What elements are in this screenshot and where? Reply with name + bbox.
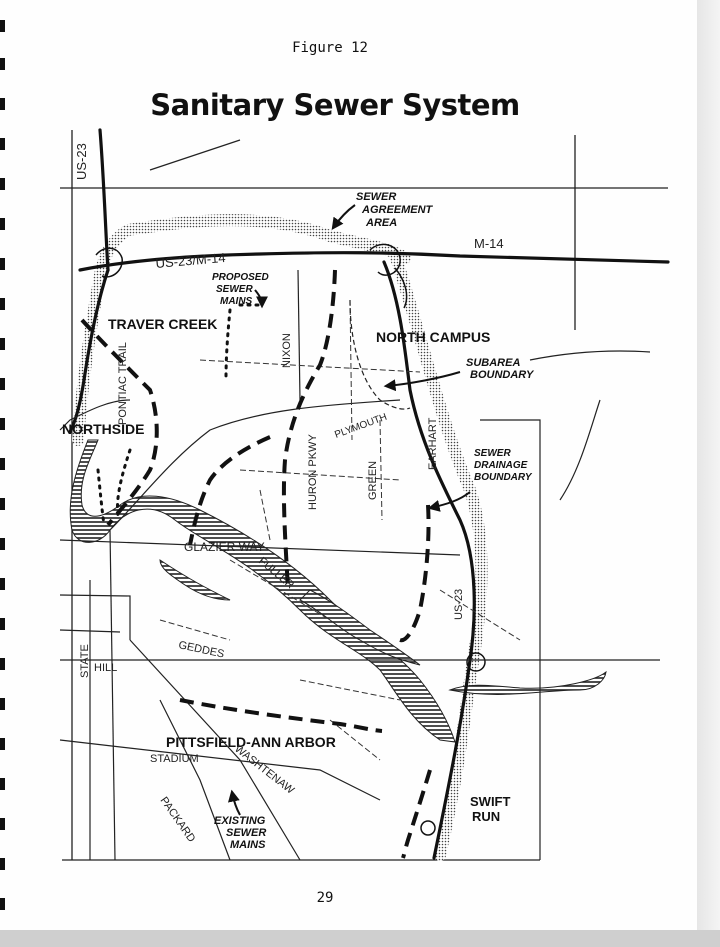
label-sewer-agreement-1: SEWER: [356, 191, 397, 203]
label-us23-south: US-23: [453, 588, 465, 620]
label-state: STATE: [79, 644, 91, 678]
label-huron-pkwy: HURON PKWY: [307, 434, 319, 510]
label-fuller: FULLER: [256, 555, 297, 592]
label-sewer-agreement-3: AREA: [366, 217, 398, 229]
label-us23-m14: US-23/M-14: [154, 249, 227, 271]
label-north-campus: NORTH CAMPUS: [376, 329, 491, 345]
figure-label: Figure 12: [292, 40, 368, 56]
label-glazier-way: GLAZIER WAY: [184, 540, 265, 554]
label-hill: HILL: [94, 662, 118, 674]
label-plymouth: PLYMOUTH: [333, 411, 389, 441]
map-title: Sanitary Sewer System: [150, 88, 520, 122]
label-proposed-mains-2: SEWER: [216, 284, 253, 295]
label-earhart: EARHART: [427, 417, 439, 470]
label-existing-mains-3: MAINS: [230, 839, 266, 851]
label-sewer-drainage-3: BOUNDARY: [474, 472, 532, 483]
label-green: GREEN: [367, 460, 379, 500]
page-number: 29: [316, 890, 334, 906]
label-washtenaw: WASHTENAW: [232, 742, 297, 797]
label-packard: PACKARD: [157, 794, 198, 845]
label-proposed-mains-3: MAINS: [220, 296, 253, 307]
label-sewer-drainage-1: SEWER: [474, 448, 511, 459]
label-northside: NORTHSIDE: [62, 421, 145, 437]
label-us23-north: US-23: [74, 143, 89, 180]
label-m14: M-14: [474, 236, 504, 251]
label-pontiac-trail: PONTIAC TRAIL: [117, 342, 129, 425]
label-nixon: NIXON: [281, 333, 293, 368]
label-pittsfield-ann-arbor: PITTSFIELD-ANN ARBOR: [166, 734, 336, 750]
label-sewer-drainage-2: DRAINAGE: [474, 460, 528, 471]
label-geddes: GEDDES: [177, 639, 226, 661]
huron-river: [70, 440, 606, 742]
label-stadium: STADIUM: [150, 753, 199, 765]
label-subarea-boundary-1: SUBAREA: [466, 357, 521, 369]
label-proposed-mains-1: PROPOSED: [212, 272, 269, 283]
label-subarea-boundary-2: BOUNDARY: [470, 369, 534, 381]
label-swift-run-2: RUN: [472, 809, 501, 824]
label-traver-creek: TRAVER CREEK: [108, 316, 218, 332]
label-sewer-agreement-2: AGREEMENT: [362, 204, 433, 216]
label-swift-run-1: SWIFT: [470, 794, 511, 809]
label-existing-mains-1: EXISTING: [214, 815, 266, 827]
label-existing-mains-2: SEWER: [226, 827, 267, 839]
